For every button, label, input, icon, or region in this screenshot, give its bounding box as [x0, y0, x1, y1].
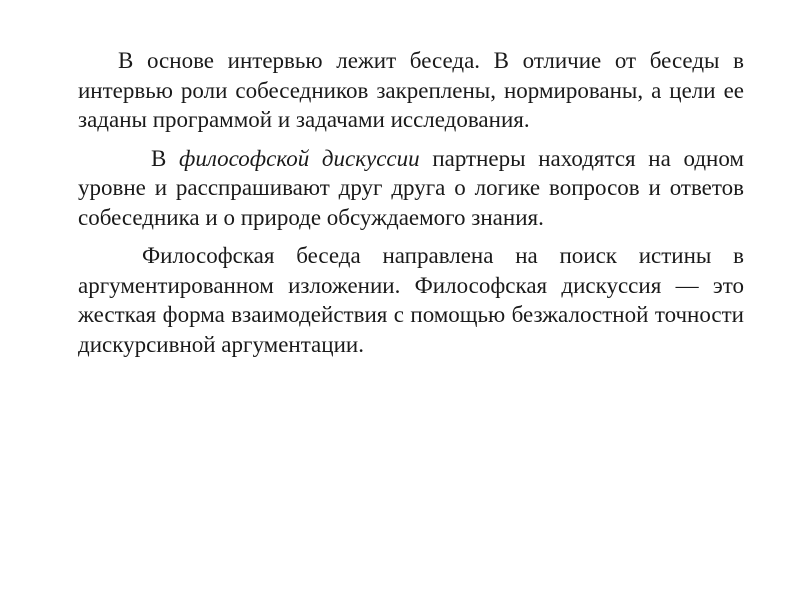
paragraph-philosophical-conversation: Философская беседа направлена на поиск истины в аргументированном изложении. Философская дискуссия — это жесткая форма взаимодействия с помощью безжалостной точности дискурсивной аргументации. — [78, 243, 744, 357]
paragraph-philosophical-discussion — [78, 144, 744, 233]
paragraph-rest: партнеры находятся на одном уровне и расспрашивают друг друга о логике вопросов и ответов собеседника и о природе обсуждаемого знания. — [78, 145, 744, 230]
text-body — [78, 46, 744, 368]
paragraph-lead: В — [151, 145, 180, 171]
paragraph-interview: В основе интервью лежит беседа. В отличие от беседы в интервью роли собеседников закреплены, нормированы, а цели ее заданы программой и задачами исследования. — [78, 48, 744, 132]
italic-term: философской дискуссии — [179, 145, 420, 171]
